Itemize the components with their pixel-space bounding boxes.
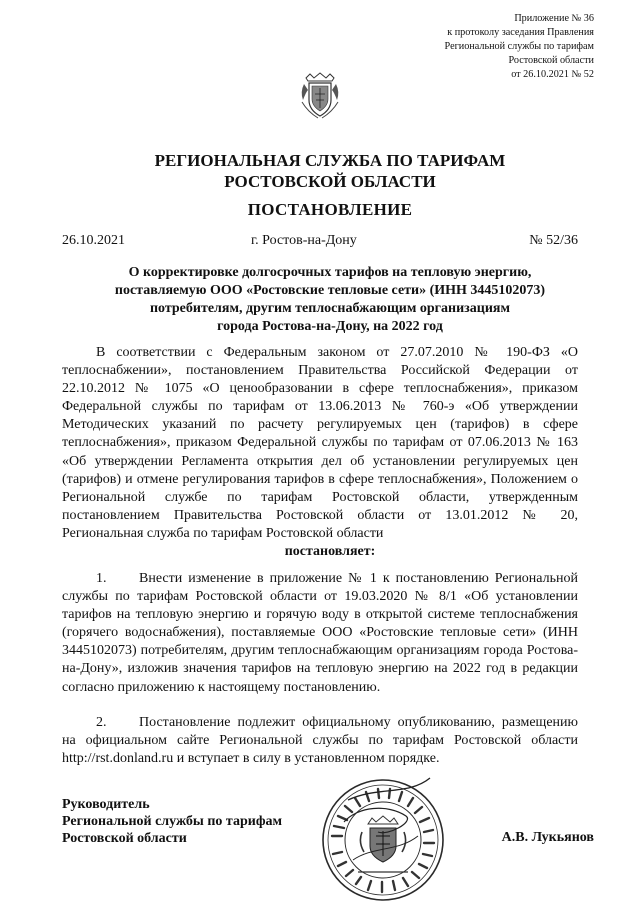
subject-line: поставляемую ООО «Ростовские тепловые сети» (ИНН 3445102073) bbox=[114, 283, 546, 298]
organization-name-line: РОСТОВСКОЙ ОБЛАСТИ bbox=[224, 172, 436, 191]
preamble-paragraph: В соответствии с Федеральным законом от 27.07.2010 № 190-ФЗ «О теплоснабжении», постановлением Правительства Российской Федерации от 22.10.2012 № 1075 «О ценообразовании в сфере теплоснабжения», приказом Федеральной службы по тарифам от 13.06.2013 № 760-э «Об утверждении Методических указаний по расчету регулируемых цен (тарифов) в сфере теплоснабжения», приказом Федеральной службы по тарифам от 07.06.2013 № 163 «Об утверждении Регламента открытия дел об установлении регулируемых цен (тарифов) и отмене регулирования тарифов в сфере теплоснабжения», Положением о Региональной службе по тарифам Ростовской области, утвержденным постановлением Правительства Ростовской области от 13.01.2012 № 20, Региональная служба по тарифам Ростовской области bbox=[62, 345, 578, 541]
coat-of-arms-emblem bbox=[298, 72, 342, 120]
item-number: 1. bbox=[96, 571, 107, 586]
signer-position-line: Ростовской области bbox=[62, 831, 187, 846]
item-number: 2. bbox=[96, 715, 107, 730]
subject-line: города Ростова-на-Дону, на 2022 год bbox=[217, 319, 443, 334]
item-text: Постановление подлежит официальному опубликованию, размещению на официальном сайте Региональной службы по тарифам Ростовской области http://rst.donland.ru и вступает в силу в установленном порядке. bbox=[62, 715, 578, 767]
signer-position bbox=[62, 796, 282, 847]
signer-position-line: Руководитель bbox=[62, 797, 150, 812]
subject-line: О корректировке долгосрочных тарифов на тепловую энергию, bbox=[128, 265, 532, 280]
appendix-note bbox=[445, 12, 594, 82]
resolves-heading: постановляет: bbox=[284, 544, 376, 559]
appendix-line: к протоколу заседания Правления bbox=[447, 27, 594, 38]
document-type-title: ПОСТАНОВЛЕНИЕ bbox=[247, 200, 413, 219]
document-date: 26.10.2021 bbox=[62, 233, 125, 248]
signer-position-line: Региональной службы по тарифам bbox=[62, 814, 283, 829]
appendix-line: Ростовской области bbox=[508, 55, 594, 66]
document-meta-row bbox=[62, 233, 578, 251]
resolution-item bbox=[62, 570, 578, 697]
item-text: Внести изменение в приложение № 1 к постановлению Региональной службы по тарифам Ростовской области от 19.03.2020 № 8/1 «Об установлении тарифов на тепловую энергию и горячую воду в открытой системе теплоснабжения (горячего водоснабжения), поставляемые ООО «Ростовские тепловые сети» (ИНН 3445102073) потребителям, другим теплоснабжающим организациям города Ростова-на-Дону», изложив значения тарифов на тепловую энергию на 2022 год в редакции согласно приложению к настоящему постановлению. bbox=[62, 571, 578, 695]
signer-name: А.В. Лукьянов bbox=[501, 830, 594, 845]
organization-name-line: РЕГИОНАЛЬНАЯ СЛУЖБА ПО ТАРИФАМ bbox=[154, 151, 506, 170]
appendix-line: Региональной службы по тарифам bbox=[444, 41, 594, 52]
official-seal-stamp bbox=[318, 776, 448, 904]
document-subject bbox=[60, 264, 600, 336]
document-number: № 52/36 bbox=[529, 233, 578, 248]
organization-name bbox=[60, 150, 600, 192]
resolution-item bbox=[62, 714, 578, 768]
appendix-line: Приложение № 36 bbox=[514, 13, 594, 24]
document-place: г. Ростов-на-Дону bbox=[251, 233, 357, 248]
subject-line: потребителям, другим теплоснабжающим организациям bbox=[149, 301, 511, 316]
appendix-line: от 26.10.2021 № 52 bbox=[511, 69, 594, 80]
